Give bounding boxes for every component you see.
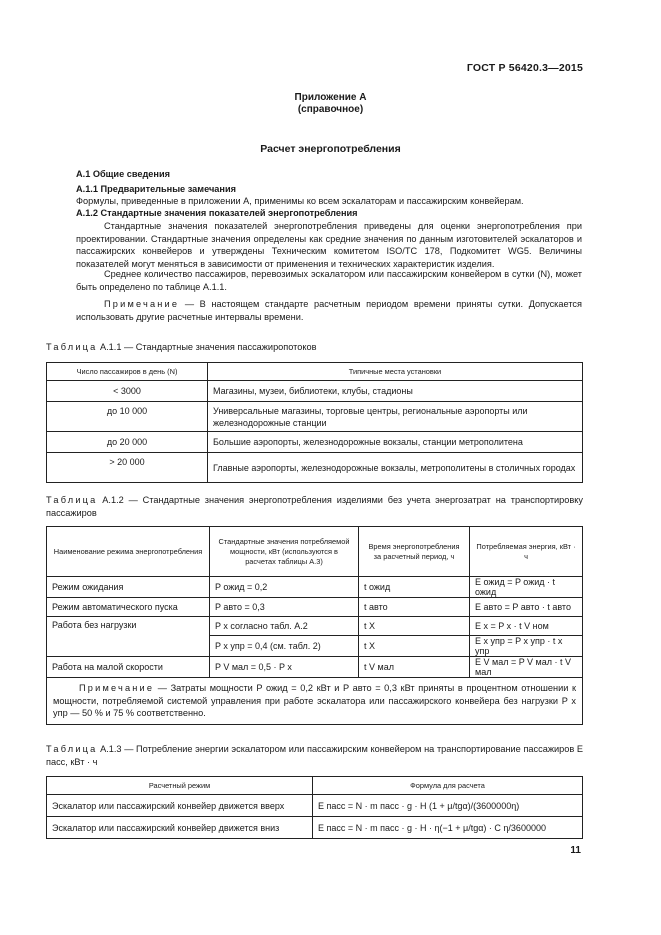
table-2-header-energy: Потребляемая энергия, кВт · ч [470, 527, 583, 577]
table-row: Режим автоматического пуска P авто = 0,3 t авто E авто = P авто · t авто [47, 598, 583, 617]
table-row: P x упр = 0,4 (см. табл. 2) t X E x упр = P x упр · t x упр [47, 636, 583, 657]
table-1-caption: Таблица А.1.1 — Стандартные значения пассажиропотоков [46, 342, 317, 352]
table-energy-standard [46, 526, 583, 725]
table-2-note-row: Примечание — Затраты мощности P ожид = 0,2 кВт и P авто = 0,3 кВт приняты в процентном отношении к мощности, потребляемой системой управления при работе эскалатора или пассажирского конвейера без нагрузки P x упр — 50 % и 75 % соответственно. [47, 678, 583, 725]
note-1-text: — В настоящем стандарте расчетным периодом времени приняты сутки. Допускается использовать другие расчетные интервалы времени. [76, 299, 582, 322]
table-row: до 10 000 Универсальные магазины, торговые центры, региональные аэропорты или железнодорожные станции [47, 402, 583, 432]
section-a1-heading: А.1 Общие сведения [76, 169, 170, 179]
table-3-header-formula: Формула для расчета [313, 777, 583, 795]
table-1-header-count: Число пассажиров в день (N) [47, 363, 208, 381]
table-1-header-places: Типичные места установки [208, 363, 583, 381]
table-2-header-mode: Наименование режима энергопотребления [47, 527, 210, 577]
note-1-label: Примечание [104, 299, 180, 309]
note-1 [76, 298, 582, 323]
section-a12-heading: А.1.2 Стандартные значения показателей энергопотребления [76, 208, 358, 218]
table-2-header-time: Время энергопотребления за расчетный период, ч [359, 527, 470, 577]
standard-header: ГОСТ Р 56420.3—2015 [466, 62, 583, 74]
table-row: Эскалатор или пассажирский конвейер движется вверх E пасс = N · m пасс · g · H (1 + μ/tgα)/(3600000η) [47, 795, 583, 817]
table-2-caption: Таблица А.1.2 — Стандартные значения энергопотребления изделиями без учета энергозатрат на транспортировку пассажиров [46, 495, 583, 518]
table-row: < 3000 Магазины, музеи, библиотеки, клубы, стадионы [47, 381, 583, 402]
page-title: Расчет энергопотребления [260, 143, 401, 155]
table-row: Работа на малой скорости P V мал = 0,5 · P x t V мал E V мал = P V мал · t V мал [47, 657, 583, 678]
table-row: > 20 000 Главные аэропорты, железнодорожные вокзалы, метрополитены в столичных городах [47, 453, 583, 483]
table-row: до 20 000 Большие аэропорты, железнодорожные вокзалы, станции метрополитена [47, 432, 583, 453]
table-3-caption: Таблица А.1.3 — Потребление энергии эскалатором или пассажирским конвейером на транспортирование пассажиров E пасс, кВт · ч [46, 744, 583, 767]
annex-type: (справочное) [297, 104, 364, 115]
table-passenger-energy [46, 776, 583, 839]
table-row: Эскалатор или пассажирский конвейер движется вниз E пасс = N · m пасс · g · H · η(−1 + μ/tgα) · C η/3600000 [47, 817, 583, 839]
table-row: Работа без нагрузки P x согласно табл. А.2 t X E x = P x · t V ном [47, 617, 583, 636]
table-row: Режим ожидания P ожид = 0,2 t ожид E ожид = P ожид · t ожид [47, 577, 583, 598]
annex-label: Приложение А [294, 92, 367, 103]
section-a11-heading: А.1.1 Предварительные замечания [76, 184, 236, 194]
section-a11-paragraph: Формулы, приведенные в приложении А, применимы ко всем эскалаторам и пассажирским конвейерам. [76, 196, 524, 206]
table-2-header-power: Стандартные значения потребляемой мощности, кВт (используются в расчетах таблицы А.3) [210, 527, 359, 577]
section-a12-paragraph-1: Стандартные значения показателей энергопотребления приведены для оценки энергопотребления при проектировании. Стандартные значения определены как средние значения по данным изготовителей эскалаторов и пассажирских конвейеров и утверждены Техническим комитетом ISO/TC 178, Подкомитет WG5. Величины показателей могут меняться в зависимости от применения и технических характеристик изделия. [76, 221, 582, 269]
table-3-header-mode: Расчетный режим [47, 777, 313, 795]
page-number: 11 [570, 845, 581, 856]
section-a12-paragraph-2: Среднее количество пассажиров, перевозимых эскалатором или пассажирским конвейером в сутки (N), может быть определено по таблице А.1.1. [76, 269, 582, 292]
table-passenger-flow [46, 362, 583, 483]
